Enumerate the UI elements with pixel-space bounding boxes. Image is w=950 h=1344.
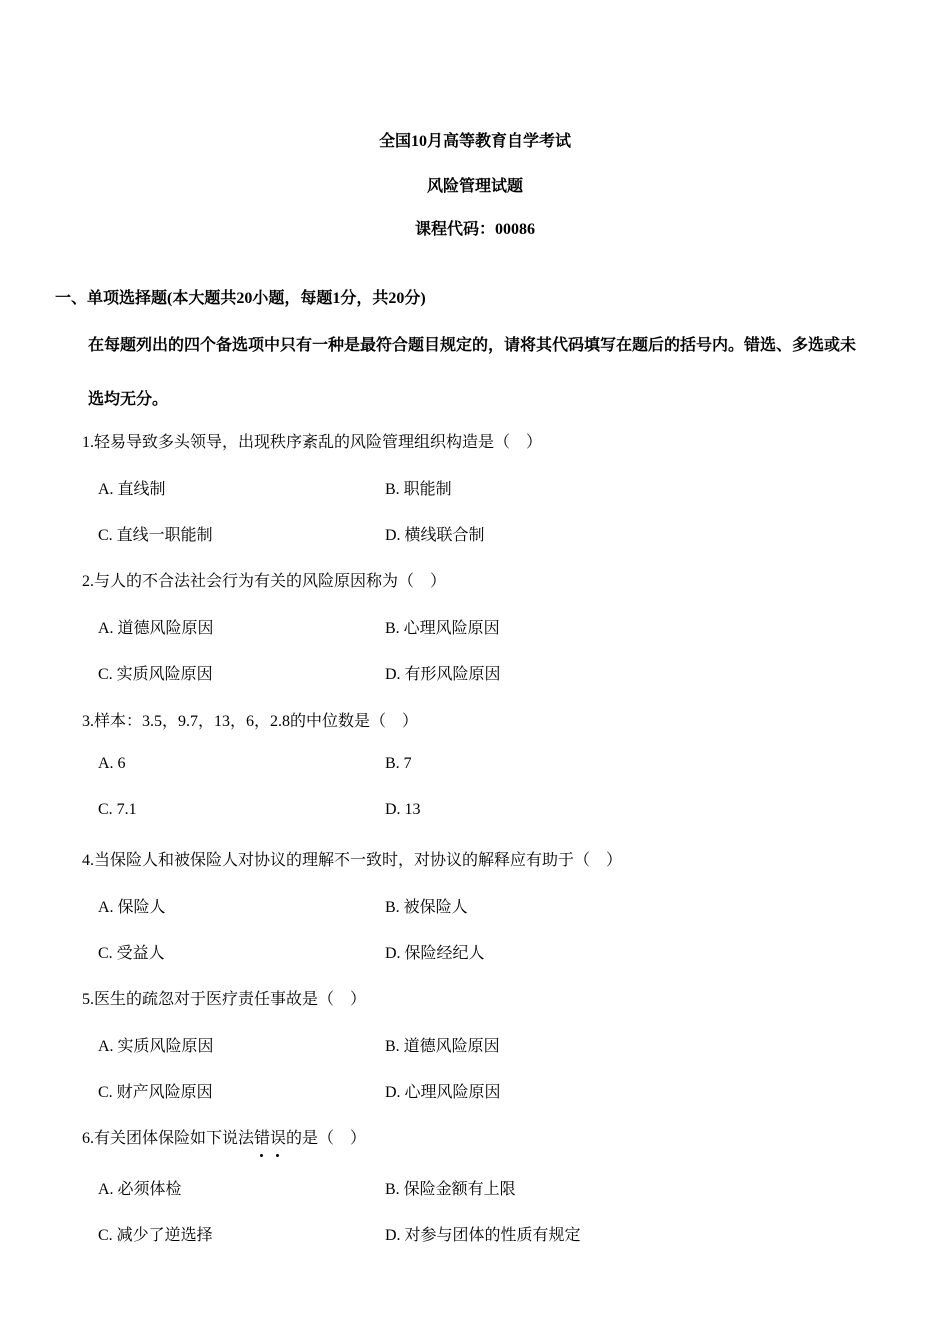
- emphasized-word-text: 错误: [254, 1130, 287, 1147]
- option-d: D. 13: [385, 801, 421, 818]
- emphasized-word: [254, 1130, 286, 1147]
- option-d: D. 有形风险原因: [385, 666, 501, 683]
- exam-subject: 风险管理试题: [426, 178, 523, 195]
- option-c: C. 减少了逆选择: [98, 1227, 213, 1244]
- question-stem: 4.当保险人和被保险人对协议的理解不一致时，对协议的解释应有助于（ ）: [82, 852, 623, 869]
- option-a: A. 保险人: [98, 899, 166, 916]
- option-a: A. 必须体检: [98, 1181, 182, 1198]
- option-b: B. 被保险人: [385, 899, 468, 916]
- question-stem: 1.轻易导致多头领导，出现秩序紊乱的风险管理组织构造是（ ）: [82, 434, 543, 451]
- question-stem: [82, 1125, 366, 1148]
- question-stem: 3.样本：3.5，9.7，13，6，2.8的中位数是（ ）: [82, 713, 419, 730]
- section-heading: 一、单项选择题(本大题共20小题，每题1分，共20分): [55, 290, 426, 307]
- option-c: C. 直线一职能制: [98, 527, 213, 544]
- question-stem-prefix: 6.有关团体保险如下说法: [82, 1130, 255, 1147]
- option-d: D. 横线联合制: [385, 527, 485, 544]
- instruction-line-2: 选均无分。: [88, 391, 169, 408]
- question-stem: 5.医生的疏忽对于医疗责任事故是（ ）: [82, 991, 367, 1008]
- option-c: C. 受益人: [98, 945, 165, 962]
- option-b: B. 职能制: [385, 481, 452, 498]
- option-b: B. 7: [385, 755, 412, 772]
- option-c: C. 实质风险原因: [98, 666, 213, 683]
- option-b: B. 保险金额有上限: [385, 1181, 516, 1198]
- option-d: D. 心理风险原因: [385, 1084, 501, 1101]
- option-b: B. 道德风险原因: [385, 1038, 500, 1055]
- option-d: D. 对参与团体的性质有规定: [385, 1227, 581, 1244]
- question-stem-suffix: 的是（ ）: [286, 1130, 367, 1147]
- option-b: B. 心理风险原因: [385, 620, 500, 637]
- option-a: A. 实质风险原因: [98, 1038, 214, 1055]
- course-code: 课程代码：00086: [414, 221, 535, 238]
- option-a: A. 道德风险原因: [98, 620, 214, 637]
- exam-title: 全国10月高等教育自学考试: [378, 133, 571, 150]
- question-stem: 2.与人的不合法社会行为有关的风险原因称为（ ）: [82, 573, 447, 590]
- option-c: C. 7.1: [98, 801, 137, 818]
- option-a: A. 直线制: [98, 481, 166, 498]
- emphasis-dot: [276, 1154, 279, 1157]
- option-d: D. 保险经纪人: [385, 945, 485, 962]
- emphasis-dot: [260, 1154, 263, 1157]
- option-a: A. 6: [98, 755, 126, 772]
- option-c: C. 财产风险原因: [98, 1084, 213, 1101]
- instruction-line-1: 在每题列出的四个备选项中只有一种是最符合题目规定的，请将其代码填写在题后的括号内。错选、多选或未: [88, 337, 857, 354]
